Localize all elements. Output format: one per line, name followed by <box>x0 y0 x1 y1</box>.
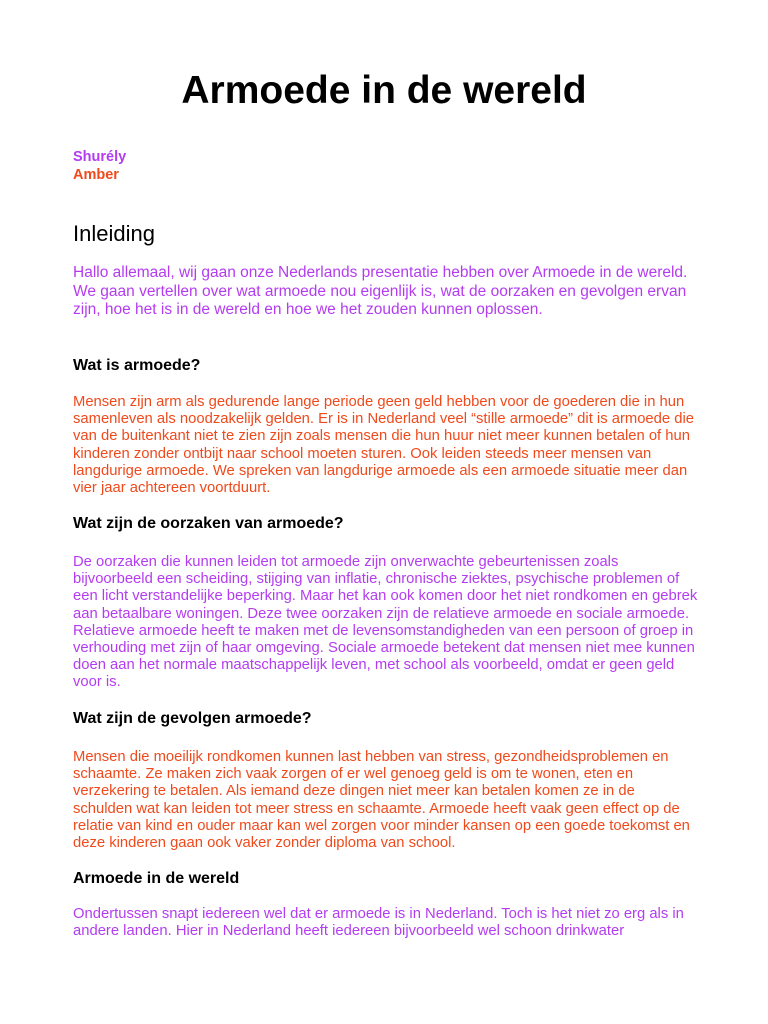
section-paragraph: Ondertussen snapt iedereen wel dat er armoede is in Nederland. Toch is het niet zo erg als in andere landen. Hier in Nederland heeft iedereen bijvoorbeeld wel schoon drinkwater <box>73 906 684 940</box>
author-name: Amber <box>73 167 119 183</box>
section-heading: Armoede in de wereld <box>73 870 240 887</box>
intro-paragraph: Hallo allemaal, wij gaan onze Nederlands presentatie hebben over Armoede in de wereld. We gaan vertellen over wat armoede nou eigenlijk is, wat de oorzaken en gevolgen ervan zijn, hoe het is in de wereld en hoe we het zouden kunnen oplossen. <box>73 264 688 319</box>
section-heading: Wat zijn de oorzaken van armoede? <box>73 515 344 532</box>
author-name: Shurély <box>73 149 127 165</box>
section-paragraph: De oorzaken die kunnen leiden tot armoede zijn onverwachte gebeurtenissen zoals bijvoorbeeld een scheiding, stijging van inflatie, chronische ziektes, psychische problemen of een licht verstandelijke beperking. Maar het kan ook komen door het niet rondkomen en gebrek aan betaalbare woningen. Deze twee oorzaken zijn de relatieve armoede en sociale armoede. Relatieve armoede heeft te maken met de levensomstandigheden van een persoon of groep in verhouding met zijn of haar omgeving. Sociale armoede betekent dat mensen niet mee kunnen doen aan het normale maatschappelijk leven, met school als voorbeeld, omdat er geen geld voor is. <box>73 554 698 691</box>
document-title: Armoede in de wereld <box>181 69 587 112</box>
intro-heading: Inleiding <box>73 221 155 246</box>
section-heading: Wat is armoede? <box>73 357 201 374</box>
section-paragraph: Mensen die moeilijk rondkomen kunnen last hebben van stress, gezondheidsproblemen en schaamte. Ze maken zich vaak zorgen of er wel genoeg geld is om te wonen, eten en verzekering te betalen. Als iemand deze dingen niet meer kan betalen komen ze in de schulden wat kan leiden tot meer stress en schaamte. Armoede heeft vaak geen effect op de relatie van kind en ouder maar kan wel zorgen voor minder kansen op een goede toekomst en deze kinderen gaan ook vaker zonder diploma van school. <box>73 749 690 852</box>
section-heading: Wat zijn de gevolgen armoede? <box>73 710 312 727</box>
author-list <box>73 148 126 184</box>
section-paragraph: Mensen zijn arm als gedurende lange periode geen geld hebben voor de goederen die in hun samenleven als noodzakelijk gelden. Er is in Nederland veel “stille armoede” dit is armoede die van de buitenkant niet te zien zijn zoals mensen die hun huur niet meer kunnen betalen of hun kinderen zonder ontbijt naar school moeten sturen. Ook leiden steeds meer mensen van langdurige armoede. We spreken van langdurige armoede als een armoede situatie meer dan vier jaar achtereen voortduurt. <box>73 394 694 497</box>
